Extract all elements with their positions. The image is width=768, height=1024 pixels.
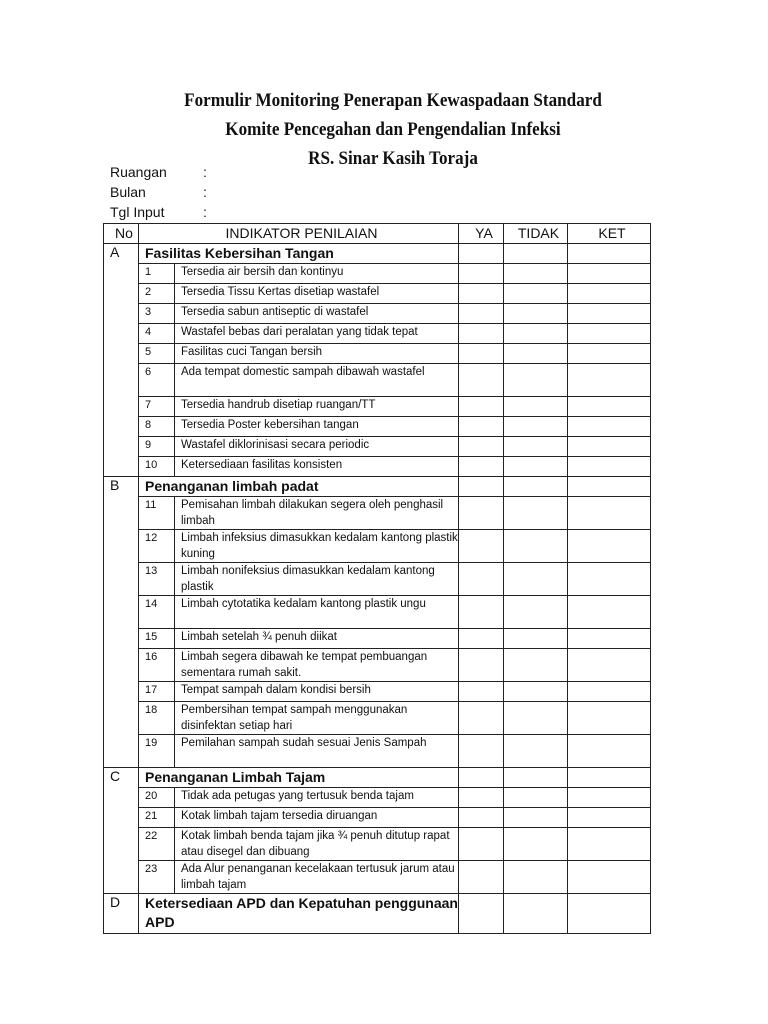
item-number: 1	[139, 264, 175, 284]
item-text: Tersedia air bersih dan kontinyu	[175, 264, 459, 284]
ya-cell[interactable]	[459, 629, 504, 649]
item-text: Ketersediaan fasilitas konsisten	[175, 457, 459, 477]
ya-cell[interactable]	[459, 437, 504, 457]
section-letter: A	[104, 244, 139, 477]
field-separator: :	[203, 164, 207, 180]
item-text: Tersedia sabun antiseptic di wastafel	[175, 304, 459, 324]
table-row	[104, 596, 651, 629]
ket-cell[interactable]	[568, 437, 651, 457]
table-row	[104, 324, 651, 344]
header-indikator: INDIKATOR PENILAIAN	[139, 224, 459, 244]
tidak-cell[interactable]	[504, 861, 568, 894]
tidak-cell[interactable]	[504, 304, 568, 324]
tidak-cell[interactable]	[504, 244, 568, 264]
ya-cell[interactable]	[459, 364, 504, 397]
item-text: Wastafel bebas dari peralatan yang tidak tepat	[175, 324, 459, 344]
tidak-cell[interactable]	[504, 788, 568, 808]
tidak-cell[interactable]	[504, 808, 568, 828]
item-number: 10	[139, 457, 175, 477]
ya-cell[interactable]	[459, 457, 504, 477]
ket-cell[interactable]	[568, 497, 651, 530]
item-text: Tersedia Tissu Kertas disetiap wastafel	[175, 284, 459, 304]
monitoring-table	[103, 223, 651, 934]
ya-cell[interactable]	[459, 344, 504, 364]
tidak-cell[interactable]	[504, 649, 568, 682]
item-number: 15	[139, 629, 175, 649]
ket-cell[interactable]	[568, 828, 651, 861]
section-row	[104, 768, 651, 788]
item-number: 21	[139, 808, 175, 828]
ket-cell[interactable]	[568, 284, 651, 304]
ya-cell[interactable]	[459, 649, 504, 682]
table-row	[104, 437, 651, 457]
ket-cell[interactable]	[568, 264, 651, 284]
ya-cell[interactable]	[459, 894, 504, 934]
item-number: 22	[139, 828, 175, 861]
field-label: Ruangan	[110, 164, 167, 180]
section-row	[104, 244, 651, 264]
ket-cell[interactable]	[568, 563, 651, 596]
item-text: Ada Alur penanganan kecelakaan tertusuk jarum atau limbah tajam	[175, 861, 459, 894]
tidak-cell[interactable]	[504, 457, 568, 477]
table-row	[104, 649, 651, 682]
table-header-row	[104, 224, 651, 244]
ket-cell[interactable]	[568, 861, 651, 894]
tidak-cell[interactable]	[504, 364, 568, 397]
item-text: Ada tempat domestic sampah dibawah wastafel	[175, 364, 459, 397]
item-text: Pemisahan limbah dilakukan segera oleh penghasil limbah	[175, 497, 459, 530]
table-row	[104, 457, 651, 477]
field-bulan	[110, 184, 207, 200]
ket-cell[interactable]	[568, 808, 651, 828]
table-row	[104, 788, 651, 808]
item-number: 18	[139, 702, 175, 735]
item-text: Limbah infeksius dimasukkan kedalam kantong plastik kuning	[175, 530, 459, 563]
table-row	[104, 682, 651, 702]
section-letter: B	[104, 477, 139, 768]
ya-cell[interactable]	[459, 244, 504, 264]
table-row	[104, 397, 651, 417]
header-ket: KET	[568, 224, 651, 244]
item-number: 8	[139, 417, 175, 437]
ya-cell[interactable]	[459, 417, 504, 437]
tidak-cell[interactable]	[504, 682, 568, 702]
tidak-cell[interactable]	[504, 596, 568, 629]
item-number: 17	[139, 682, 175, 702]
ket-cell[interactable]	[568, 649, 651, 682]
header-tidak: TIDAK	[504, 224, 568, 244]
tidak-cell[interactable]	[504, 702, 568, 735]
tidak-cell[interactable]	[504, 284, 568, 304]
tidak-cell[interactable]	[504, 894, 568, 934]
table-row	[104, 497, 651, 530]
ya-cell[interactable]	[459, 497, 504, 530]
section-letter: D	[104, 894, 139, 934]
ya-cell[interactable]	[459, 596, 504, 629]
ya-cell[interactable]	[459, 702, 504, 735]
item-number: 16	[139, 649, 175, 682]
form-title: Formulir Monitoring Penerapan Kewaspadaan Standard	[184, 90, 602, 111]
tidak-cell[interactable]	[504, 344, 568, 364]
section-letter: C	[104, 768, 139, 894]
table-row	[104, 344, 651, 364]
item-number: 2	[139, 284, 175, 304]
item-number: 19	[139, 735, 175, 768]
table-row	[104, 629, 651, 649]
table-row	[104, 563, 651, 596]
ket-cell[interactable]	[568, 788, 651, 808]
form-title-block	[0, 86, 768, 173]
table-row	[104, 530, 651, 563]
item-text: Tersedia handrub disetiap ruangan/TT	[175, 397, 459, 417]
item-number: 14	[139, 596, 175, 629]
ya-cell[interactable]	[459, 530, 504, 563]
item-text: Tersedia Poster kebersihan tangan	[175, 417, 459, 437]
item-number: 4	[139, 324, 175, 344]
ya-cell[interactable]	[459, 808, 504, 828]
item-text: Tidak ada petugas yang tertusuk benda tajam	[175, 788, 459, 808]
tidak-cell[interactable]	[504, 397, 568, 417]
ket-cell[interactable]	[568, 244, 651, 264]
ket-cell[interactable]	[568, 702, 651, 735]
item-text: Pembersihan tempat sampah menggunakan disinfektan setiap hari	[175, 702, 459, 735]
tidak-cell[interactable]	[504, 768, 568, 788]
table-row	[104, 861, 651, 894]
item-text: Limbah segera dibawah ke tempat pembuangan sementara rumah sakit.	[175, 649, 459, 682]
item-text: Kotak limbah benda tajam jika ¾ penuh ditutup rapat atau disegel dan dibuang	[175, 828, 459, 861]
table-row	[104, 304, 651, 324]
ket-cell[interactable]	[568, 304, 651, 324]
item-text: Wastafel diklorinisasi secara periodic	[175, 437, 459, 457]
ket-cell[interactable]	[568, 457, 651, 477]
ket-cell[interactable]	[568, 324, 651, 344]
ya-cell[interactable]	[459, 284, 504, 304]
item-text: Fasilitas cuci Tangan bersih	[175, 344, 459, 364]
item-number: 23	[139, 861, 175, 894]
header-no: No	[104, 224, 139, 244]
item-text: Pemilahan sampah sudah sesuai Jenis Sampah	[175, 735, 459, 768]
tidak-cell[interactable]	[504, 563, 568, 596]
field-tgl-input	[110, 204, 207, 220]
header-ya: YA	[459, 224, 504, 244]
item-number: 3	[139, 304, 175, 324]
ya-cell[interactable]	[459, 304, 504, 324]
tidak-cell[interactable]	[504, 735, 568, 768]
field-label: Tgl Input	[110, 204, 165, 220]
tidak-cell[interactable]	[504, 264, 568, 284]
ya-cell[interactable]	[459, 768, 504, 788]
ya-cell[interactable]	[459, 477, 504, 497]
item-text: Limbah setelah ¾ penuh diikat	[175, 629, 459, 649]
table-row	[104, 702, 651, 735]
ket-cell[interactable]	[568, 629, 651, 649]
section-title: Fasilitas Kebersihan Tangan	[139, 244, 459, 264]
item-number: 20	[139, 788, 175, 808]
item-number: 13	[139, 563, 175, 596]
item-number: 11	[139, 497, 175, 530]
ket-cell[interactable]	[568, 894, 651, 934]
item-text: Tempat sampah dalam kondisi bersih	[175, 682, 459, 702]
section-title: Penanganan Limbah Tajam	[139, 768, 459, 788]
ket-cell[interactable]	[568, 364, 651, 397]
field-ruangan	[110, 164, 207, 180]
item-number: 6	[139, 364, 175, 397]
table-row	[104, 735, 651, 768]
section-row	[104, 894, 651, 934]
table-row	[104, 808, 651, 828]
ya-cell[interactable]	[459, 324, 504, 344]
ket-cell[interactable]	[568, 477, 651, 497]
ya-cell[interactable]	[459, 264, 504, 284]
item-text: Limbah nonifeksius dimasukkan kedalam kantong plastik	[175, 563, 459, 596]
ya-cell[interactable]	[459, 397, 504, 417]
item-number: 12	[139, 530, 175, 563]
ket-cell[interactable]	[568, 530, 651, 563]
table-row	[104, 364, 651, 397]
ket-cell[interactable]	[568, 397, 651, 417]
ket-cell[interactable]	[568, 596, 651, 629]
ya-cell[interactable]	[459, 735, 504, 768]
table-row	[104, 264, 651, 284]
tidak-cell[interactable]	[504, 828, 568, 861]
committee-title: Komite Pencegahan dan Pengendalian Infeksi	[225, 119, 561, 140]
field-separator: :	[203, 204, 207, 220]
ya-cell[interactable]	[459, 828, 504, 861]
tidak-cell[interactable]	[504, 497, 568, 530]
table-row	[104, 284, 651, 304]
tidak-cell[interactable]	[504, 530, 568, 563]
field-separator: :	[203, 184, 207, 200]
ket-cell[interactable]	[568, 735, 651, 768]
table-row	[104, 417, 651, 437]
item-text: Limbah cytotatika kedalam kantong plastik ungu	[175, 596, 459, 629]
field-label: Bulan	[110, 184, 146, 200]
ya-cell[interactable]	[459, 563, 504, 596]
item-number: 7	[139, 397, 175, 417]
ket-cell[interactable]	[568, 417, 651, 437]
ket-cell[interactable]	[568, 768, 651, 788]
ya-cell[interactable]	[459, 682, 504, 702]
hospital-name: RS. Sinar Kasih Toraja	[308, 148, 478, 169]
item-number: 5	[139, 344, 175, 364]
ya-cell[interactable]	[459, 861, 504, 894]
tidak-cell[interactable]	[504, 629, 568, 649]
tidak-cell[interactable]	[504, 477, 568, 497]
ket-cell[interactable]	[568, 682, 651, 702]
tidak-cell[interactable]	[504, 417, 568, 437]
ket-cell[interactable]	[568, 344, 651, 364]
item-text: Kotak limbah tajam tersedia diruangan	[175, 808, 459, 828]
tidak-cell[interactable]	[504, 437, 568, 457]
section-title: Penanganan limbah padat	[139, 477, 459, 497]
section-title: Ketersediaan APD dan Kepatuhan penggunaan APD	[139, 894, 459, 934]
tidak-cell[interactable]	[504, 324, 568, 344]
ya-cell[interactable]	[459, 788, 504, 808]
table-row	[104, 828, 651, 861]
section-row	[104, 477, 651, 497]
item-number: 9	[139, 437, 175, 457]
